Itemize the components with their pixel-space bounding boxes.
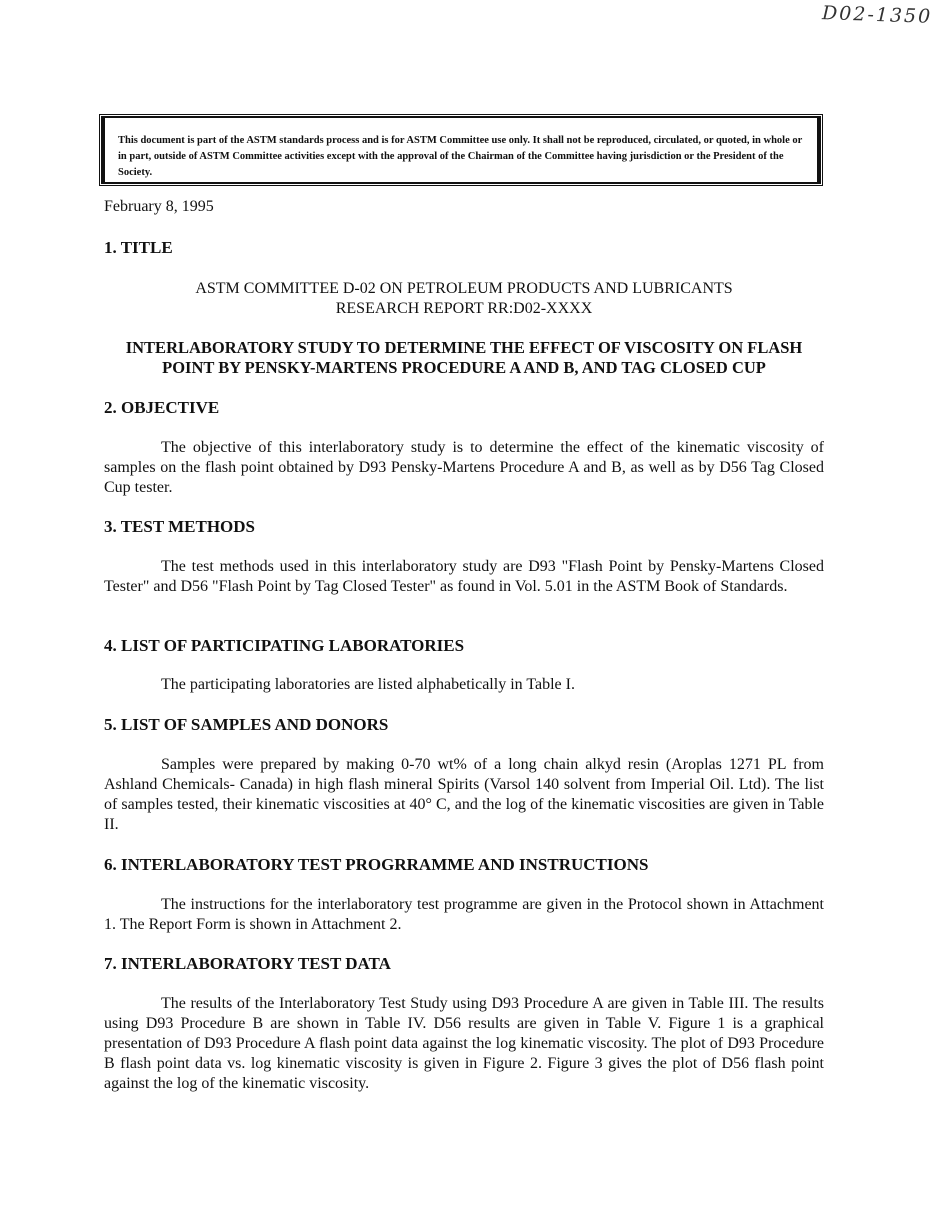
- astm-notice-box: [101, 116, 821, 184]
- section-3-heading: 3. TEST METHODS: [104, 517, 256, 536]
- study-title: [104, 338, 824, 378]
- study-title-line-2: POINT BY PENSKY-MARTENS PROCEDURE A AND B, AND TAG CLOSED CUP: [162, 358, 766, 377]
- section-5-text: Samples were prepared by making 0-70 wt% of a long chain alkyd resin (Aroplas 1271 PL from Ashland Chemicals- Canada) in high flash mineral Spirits (Varsol 140 solvent from Imperial Oil. Ltd). The list of samples tested, their kinematic viscosities at 40° C, and the log of the kinematic viscosities are given in Table II.: [104, 756, 824, 833]
- notice-text: This document is part of the ASTM standards process and is for ASTM Committee use only. It shall not be reproduced, circulated, or quoted, in whole or in part, outside of ASTM Committee activities except with the approval of the Chairman of the Committee having jurisdiction or the President of the Society.: [118, 135, 803, 178]
- section-5-heading: 5. LIST OF SAMPLES AND DONORS: [104, 715, 389, 734]
- section-6-text: The instructions for the interlaboratory test programme are given in the Protocol shown in Attachment 1. The Report Form is shown in Attachment 2.: [104, 896, 824, 933]
- section-4-heading: 4. LIST OF PARTICIPATING LABORATORIES: [104, 636, 465, 655]
- document-date: February 8, 1995: [104, 198, 214, 215]
- section-1-heading: 1. TITLE: [104, 238, 173, 257]
- section-7-text: The results of the Interlaboratory Test Study using D93 Procedure A are given in Table III. The results using D93 Procedure B are shown in Table IV. D56 results are given in Table V. Figure 1 is a graphical presentation of D93 Procedure A flash point data against the log kinematic viscosity. The plot of D93 Procedure B flash point data vs. log kinematic viscosity is given in Figure 2. Figure 3 gives the plot of D56 flash point against the log of the kinematic viscosity.: [104, 995, 824, 1092]
- study-title-line-1: INTERLABORATORY STUDY TO DETERMINE THE EFFECT OF VISCOSITY ON FLASH: [125, 338, 803, 357]
- section-2-heading: 2. OBJECTIVE: [104, 398, 220, 417]
- committee-line-1: ASTM COMMITTEE D-02 ON PETROLEUM PRODUCTS AND LUBRICANTS: [195, 280, 733, 297]
- section-7-heading: 7. INTERLABORATORY TEST DATA: [104, 954, 391, 973]
- section-2-text: The objective of this interlaboratory study is to determine the effect of the kinematic viscosity of samples on the flash point obtained by D93 Pensky-Martens Procedure A and B, as well as by D56 Tag Closed Cup tester.: [104, 439, 824, 496]
- section-4-text: The participating laboratories are listed alphabetically in Table I.: [161, 676, 575, 693]
- section-6-heading: 6. INTERLABORATORY TEST PROGRRAMME AND INSTRUCTIONS: [104, 855, 649, 874]
- committee-title: [104, 279, 824, 319]
- committee-line-2: RESEARCH REPORT RR:D02-XXXX: [335, 300, 593, 317]
- section-3-text: The test methods used in this interlaboratory study are D93 "Flash Point by Pensky-Martens Closed Tester" and D56 "Flash Point by Tag Closed Tester" as found in Vol. 5.01 in the ASTM Book of Standards.: [104, 558, 824, 595]
- handwritten-document-number: D02-1350: [821, 2, 933, 28]
